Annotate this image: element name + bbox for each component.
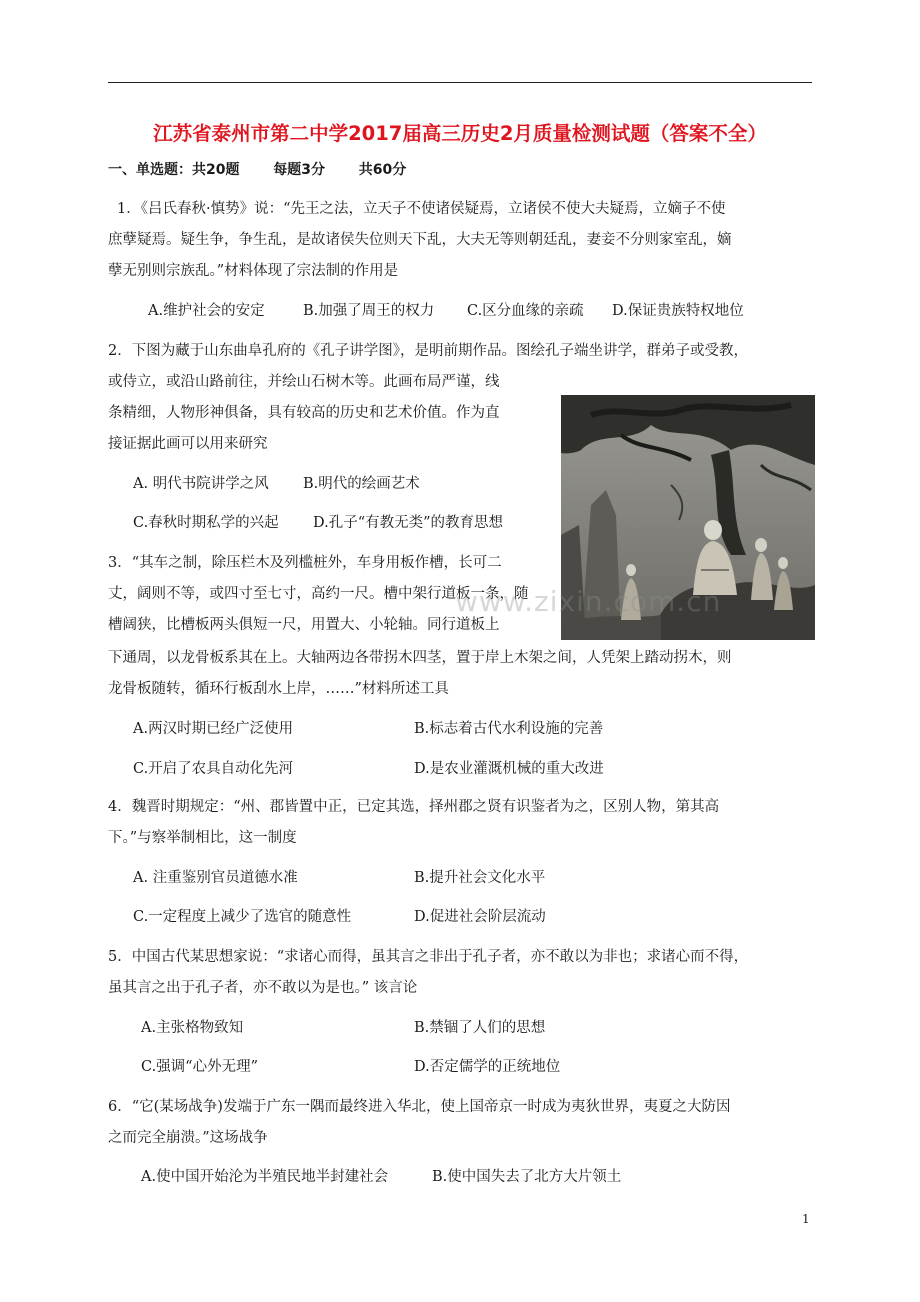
question-2-option-d: D.孔子“有教无类”的教育思想	[313, 515, 504, 531]
question-3-line-1: 3．“其车之制，除压栏木及列槛桩外，车身用板作槽，长可二	[108, 555, 502, 571]
question-3-option-a: A.两汉时期已经广泛使用	[133, 721, 294, 737]
question-6-option-b: B.使中国失去了北方大片领土	[432, 1169, 622, 1185]
question-3-line-5: 龙骨板随转，循环行板刮水上岸，……”材料所述工具	[108, 681, 449, 697]
question-5-option-c: C.强调“心外无理”	[141, 1059, 259, 1075]
question-5-line-2: 虽其言之出于孔子者，亦不敢以为是也。” 该言论	[108, 980, 418, 996]
question-2-line-1: 2．下图为藏于山东曲阜孔府的《孔子讲学图》，是明前期作品。图绘孔子端坐讲学，群弟子或受教，	[108, 343, 748, 359]
page-title: 江苏省泰州市第二中学2017届高三历史2月质量检测试题（答案不全）	[153, 122, 767, 145]
question-1-line-2: 庶孽疑焉。疑生争，争生乱，是故诸侯失位则天下乱，大夫无等则朝廷乱，妻妾不分则家室乱，嫡	[108, 232, 732, 248]
question-1-option-c: C.区分血缘的亲疏	[467, 303, 584, 319]
question-4-option-d: D.促进社会阶层流动	[414, 909, 546, 925]
question-2-line-2: 或侍立，或沿山路前往，并绘山石树木等。此画布局严谨，线	[108, 374, 500, 390]
question-4-option-a: A. 注重鉴别官员道德水准	[133, 870, 298, 886]
question-2-option-b: B.明代的绘画艺术	[303, 476, 420, 492]
section-name: 一、单选题：共20题	[108, 162, 240, 178]
question-5-option-a: A.主张格物致知	[141, 1020, 244, 1036]
question-3-option-b: B.标志着古代水利设施的完善	[414, 721, 604, 737]
question-5-line-1: 5．中国古代某思想家说：“求诸心而得，虽其言之非出于孔子者，亦不敢以为非也；求诸心而不得，	[108, 949, 749, 965]
question-1-option-b: B.加强了周王的权力	[303, 303, 435, 319]
question-3-option-d: D.是农业灌溉机械的重大改进	[414, 761, 604, 777]
question-1-option-d: D.保证贵族特权地位	[612, 303, 744, 319]
question-2-line-4: 接证据此画可以用来研究	[108, 436, 268, 452]
question-3-line-4: 下通周，以龙骨板系其在上。大轴两边各带拐木四茎，置于岸上木架之间，人凭架上踏动拐木，则	[108, 650, 732, 666]
question-4-option-c: C.一定程度上减少了选官的随意性	[133, 909, 352, 925]
question-4-line-1: 4．魏晋时期规定：“州、郡皆置中正，已定其选，择州郡之贤有识鉴者为之，区别人物，第其高	[108, 799, 720, 815]
section-header	[108, 159, 406, 179]
question-6-line-1: 6．“它(某场战争)发端于广东一隅而最终进入华北，使上国帝京一时成为夷狄世界，夷夏之大防因	[108, 1099, 731, 1115]
question-3-line-2: 丈，阔则不等，或四寸至七寸，高约一尺。槽中架行道板一条，随	[108, 586, 529, 602]
question-1-line-1: 1．《吕氏春秋·慎势》说：“先王之法，立天子不使诸侯疑焉，立诸侯不使大夫疑焉，立嫡子不使	[117, 201, 726, 217]
question-5-option-b: B.禁锢了人们的思想	[414, 1020, 546, 1036]
top-rule	[108, 82, 812, 83]
page-number: 1	[802, 1212, 810, 1226]
question-4-option-b: B.提升社会文化水平	[414, 870, 546, 886]
question-6-option-a: A.使中国开始沦为半殖民地半封建社会	[141, 1169, 389, 1185]
question-1-option-a: A.维护社会的安定	[148, 303, 265, 319]
section-total: 共60分	[358, 162, 407, 178]
watermark: www.zixin.com.cn	[455, 585, 722, 618]
question-2-option-a: A. 明代书院讲学之风	[133, 476, 269, 492]
question-3-option-c: C.开启了农具自动化先河	[133, 761, 294, 777]
question-5-option-d: D.否定儒学的正统地位	[414, 1059, 561, 1075]
question-4-line-2: 下。”与察举制相比，这一制度	[108, 830, 297, 846]
question-2-line-3: 条精细，人物形神俱备，具有较高的历史和艺术价值。作为直	[108, 405, 500, 421]
question-6-line-2: 之而完全崩溃。”这场战争	[108, 1130, 268, 1146]
section-per: 每题3分	[273, 162, 325, 178]
question-1-line-3: 孽无别则宗族乱。”材料体现了宗法制的作用是	[108, 263, 399, 279]
question-3-line-3: 槽阔狭，比槽板两头俱短一尺，用置大、小轮轴。同行道板上	[108, 617, 500, 633]
question-2-option-c: C.春秋时期私学的兴起	[133, 515, 279, 531]
